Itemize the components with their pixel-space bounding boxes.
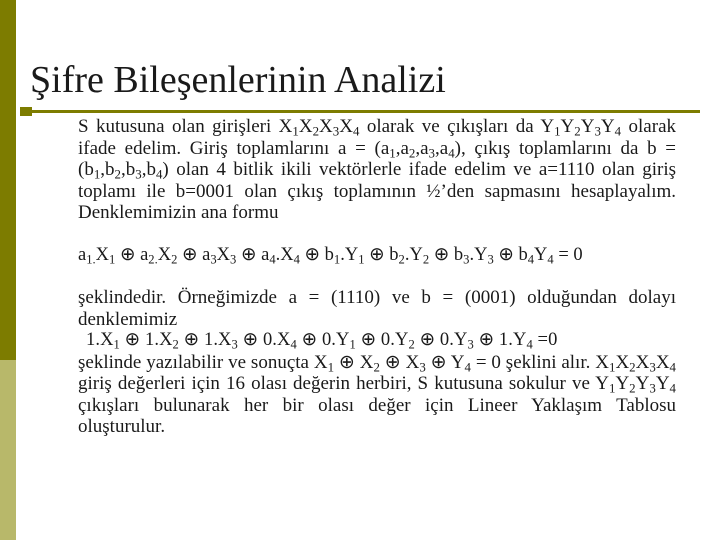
title-underline <box>30 110 700 113</box>
subscript: 4 <box>448 145 455 161</box>
subscript: 1 <box>113 337 120 352</box>
subscript: 3 <box>230 252 237 267</box>
subscript: 3 <box>649 380 656 396</box>
subscript: 3 <box>463 252 470 267</box>
subscript: 1 <box>608 380 616 396</box>
slide-title: Şifre Bileşenlerinin Analizi <box>30 59 446 101</box>
subscript: 3 <box>210 252 217 267</box>
sidebar-accent-top <box>0 0 16 360</box>
subscript: 2 <box>629 380 636 396</box>
subscript: 1 <box>554 123 561 139</box>
subscript: 2 <box>114 166 121 182</box>
subscript: 3 <box>231 337 238 352</box>
subscript: 3 <box>419 359 426 375</box>
subscript: 1 <box>389 145 396 161</box>
subscript: 1. <box>86 252 96 267</box>
paragraph-example: şeklindedir. Örneğimizde a = (1110) ve b = (0001) olduğundan dolayı denklemimiz <box>78 287 676 330</box>
subscript: 2 <box>373 359 380 375</box>
subscript: 1 <box>109 252 116 267</box>
equation-general-form: $a_{1.}X_1$ ⊕ $a_{2.}X_2$ ⊕ $a_3X_3$ ⊕ $a_4.X_4$ ⊕ $b_1.Y_1$ ⊕ $b_2.Y_2$ ⊕ $b_3.Y_3$ ⊕ $b_4Y_4 = 0$ <box>78 244 583 267</box>
subscript: 4 <box>155 166 163 182</box>
subscript: 2 <box>422 252 430 267</box>
subscript: 1 <box>327 359 335 375</box>
subscript: 2 <box>574 123 581 139</box>
subscript: 4 <box>290 337 297 352</box>
subscript: 4 <box>464 359 471 375</box>
spacer <box>78 266 676 287</box>
subscript: 4 <box>269 252 276 267</box>
subscript: 1 <box>292 123 299 139</box>
subscript: 2 <box>171 252 178 267</box>
subscript: 2 <box>312 123 320 139</box>
subscript: 2. <box>148 252 158 267</box>
subscript: 2 <box>408 145 416 161</box>
subscript: 4 <box>293 252 300 267</box>
subscript: 1 <box>608 359 616 375</box>
subscript: 4 <box>547 252 554 267</box>
subscript: 4 <box>352 123 360 139</box>
subscript: 1 <box>93 166 101 182</box>
subscript: 1 <box>358 252 365 267</box>
slide-body <box>78 116 676 438</box>
subscript: 4 <box>614 123 622 139</box>
paragraph-conclusion: şeklinde yazılabilir ve sonuçta $X_1$ ⊕ $X_2$ ⊕ $X_3$ ⊕ $Y_4 = 0$ şeklini alır. $X_1X_2X_3X_4$ giriş değerleri için 16 olası değerin herbiri, S kutusuna sokulur ve $Y_1Y_2Y_3Y_4$ çıkışları bulunarak her bir olası değer için Lineer Yaklaşım Tablosu oluşturulur. <box>78 351 676 437</box>
subscript: 2 <box>408 337 415 352</box>
subscript: 4 <box>527 252 535 267</box>
subscript: 3 <box>428 145 435 161</box>
paragraph-intro: S kutusuna olan girişleri $X_1X_2X_3X_4$ olarak ve çıkışları da $Y_1Y_2Y_3Y_4$ olarak ifade edelim. Giriş toplamlarını $a = (a_1,a_2,a_3,a_4)$, çıkış toplamlarını da $b = (b_1,b_2,b_3,b_4)$ olan 4 bitlik ikili vektörlerle ifade edelim ve a=1110 olan giriş toplamı ile b=0001 olan çıkış toplamının ½’den sapmasını hesaplayalım. Denklemimizin ana formu <box>78 116 677 223</box>
subscript: 2 <box>172 337 179 352</box>
subscript: 3 <box>467 337 474 352</box>
sidebar-accent-bar <box>0 0 16 540</box>
subscript: 3 <box>594 123 601 139</box>
subscript: 3 <box>487 252 494 267</box>
equation-example: $1.X_1$ ⊕ $1.X_2$ ⊕ $1.X_3$ ⊕ $0.X_4$ ⊕ $0.Y_1$ ⊕ $0.Y_2$ ⊕ $0.Y_3$ ⊕ $1.Y_4 =0$ <box>86 330 558 352</box>
spacer <box>78 224 676 245</box>
subscript: 4 <box>526 337 533 352</box>
subscript: 3 <box>135 166 142 182</box>
subscript: 2 <box>398 252 405 267</box>
subscript: 4 <box>669 380 676 396</box>
sidebar-accent-bottom <box>0 360 16 540</box>
subscript: 1 <box>333 252 341 267</box>
subscript: 2 <box>629 359 636 375</box>
subscript: 1 <box>349 337 356 352</box>
subscript: 3 <box>332 123 340 139</box>
title-underline-tick <box>20 107 32 116</box>
subscript: 3 <box>649 359 656 375</box>
subscript: 4 <box>669 359 676 375</box>
